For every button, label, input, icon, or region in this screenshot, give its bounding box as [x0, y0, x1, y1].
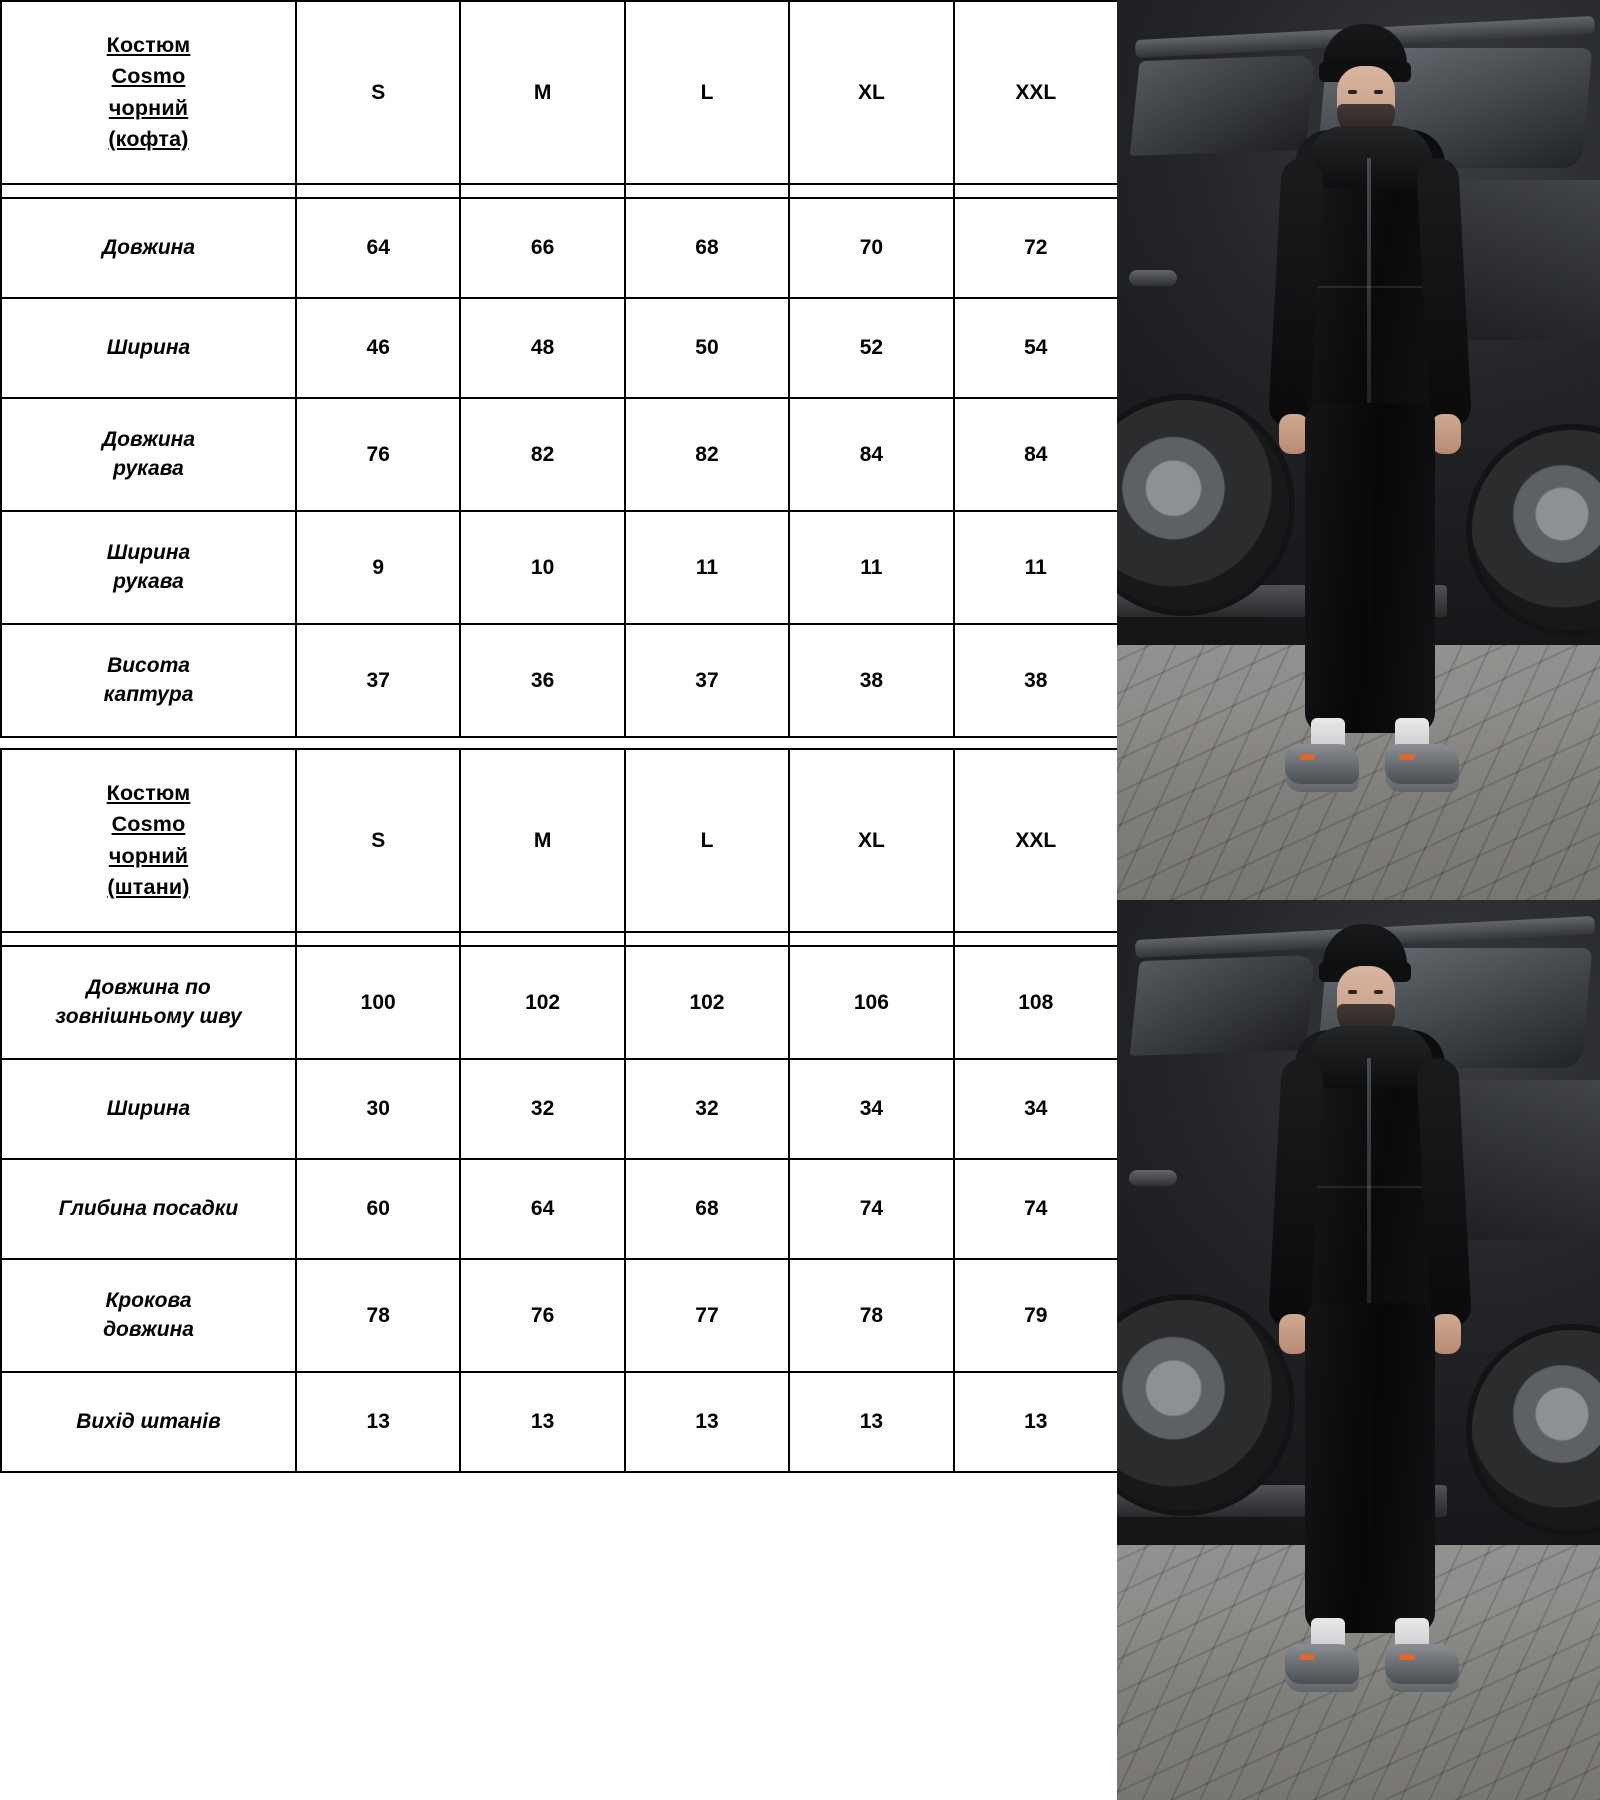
measure-label — [1, 624, 296, 737]
model-eye — [1348, 90, 1357, 94]
sneaker — [1385, 744, 1459, 792]
measure-value: 82 — [460, 398, 624, 511]
measure-value: 52 — [789, 298, 953, 398]
measure-label — [1, 1372, 296, 1472]
measure-label-line: Глибина посадки — [58, 1196, 239, 1220]
measure-value: 72 — [954, 198, 1118, 298]
measure-value: 13 — [625, 1372, 789, 1472]
measure-value: 11 — [789, 511, 953, 624]
measure-value: 13 — [789, 1372, 953, 1472]
measure-value: 54 — [954, 298, 1118, 398]
measure-label-line: Довжина — [101, 428, 196, 452]
measure-value: 11 — [954, 511, 1118, 624]
product-title-cell — [1, 1, 296, 184]
measure-value: 84 — [954, 398, 1118, 511]
measure-label-line: Ширина — [106, 335, 191, 359]
size-header-xl: XL — [789, 1, 953, 184]
measure-value: 13 — [296, 1372, 460, 1472]
measure-value: 68 — [625, 1159, 789, 1259]
product-photo-bottom — [1117, 900, 1600, 1800]
measure-value: 34 — [789, 1059, 953, 1159]
measure-value: 108 — [954, 946, 1118, 1059]
table-spacer-row — [1, 932, 1118, 946]
hoodie-zipper — [1367, 1058, 1371, 1308]
measure-value: 37 — [625, 624, 789, 737]
product-title-line: (кофта) — [108, 126, 189, 151]
table-row — [1, 198, 1118, 298]
measure-value: 32 — [625, 1059, 789, 1159]
measure-label-line: Крокова — [105, 1289, 192, 1313]
measure-value: 82 — [625, 398, 789, 511]
size-header-xxl: XXL — [954, 1, 1118, 184]
model-eye — [1348, 990, 1357, 994]
product-title-line: Cosmo — [111, 812, 186, 837]
measure-label-line: Ширина — [106, 541, 191, 565]
table-row — [1, 511, 1118, 624]
sneaker — [1285, 1644, 1359, 1692]
photos-column — [1117, 0, 1600, 1800]
measure-label-line: рукава — [113, 456, 184, 480]
measure-label — [1, 1059, 296, 1159]
measure-value: 76 — [460, 1259, 624, 1372]
table-spacer-row — [1, 184, 1118, 198]
car-door-handle — [1129, 270, 1177, 286]
measure-label-line: Висота — [107, 654, 190, 678]
measure-label — [1, 1159, 296, 1259]
measure-value: 60 — [296, 1159, 460, 1259]
measure-label — [1, 198, 296, 298]
measure-value: 11 — [625, 511, 789, 624]
table-row — [1, 398, 1118, 511]
measure-label-line: Довжина — [101, 235, 196, 259]
product-title-line: чорний — [108, 843, 189, 868]
joggers-seam — [1368, 488, 1372, 733]
size-header-xl: XL — [789, 749, 953, 932]
joggers-seam — [1368, 1388, 1372, 1633]
measure-value: 9 — [296, 511, 460, 624]
measure-value: 78 — [296, 1259, 460, 1372]
product-title-line: Cosmo — [111, 64, 186, 89]
model-eye — [1374, 990, 1383, 994]
measure-value: 34 — [954, 1059, 1118, 1159]
table-row — [1, 1372, 1118, 1472]
sneaker — [1385, 1644, 1459, 1692]
measure-value: 68 — [625, 198, 789, 298]
size-table-pants — [0, 748, 1119, 1473]
measure-value: 66 — [460, 198, 624, 298]
model-figure — [1245, 918, 1495, 1778]
measure-value: 64 — [296, 198, 460, 298]
size-header-l: L — [625, 749, 789, 932]
model-figure — [1245, 18, 1495, 878]
measure-value: 38 — [954, 624, 1118, 737]
table-row — [1, 298, 1118, 398]
size-header-xxl: XXL — [954, 749, 1118, 932]
measure-value: 37 — [296, 624, 460, 737]
measure-label — [1, 298, 296, 398]
measure-value: 84 — [789, 398, 953, 511]
measure-label — [1, 511, 296, 624]
size-header-m: M — [460, 1, 624, 184]
size-header-l: L — [625, 1, 789, 184]
measure-label — [1, 1259, 296, 1372]
size-header-s: S — [296, 1, 460, 184]
measure-value: 102 — [460, 946, 624, 1059]
product-title-line: Костюм — [106, 33, 191, 58]
measure-value: 64 — [460, 1159, 624, 1259]
table-header-row — [1, 1, 1118, 184]
measure-label — [1, 398, 296, 511]
car-door-handle — [1129, 1170, 1177, 1186]
measure-label-line: зовнішньому шву — [55, 1004, 242, 1028]
table-row — [1, 946, 1118, 1059]
measure-label-line: Довжина по — [86, 976, 211, 1000]
hoodie-pocket — [1311, 1186, 1429, 1236]
table-header-row — [1, 749, 1118, 932]
measure-value: 48 — [460, 298, 624, 398]
hoodie-zipper — [1367, 158, 1371, 408]
measure-label-line: рукава — [113, 569, 184, 593]
table-row — [1, 624, 1118, 737]
measure-value: 36 — [460, 624, 624, 737]
measure-value: 46 — [296, 298, 460, 398]
measure-label-line: Ширина — [106, 1096, 191, 1120]
measure-value: 13 — [460, 1372, 624, 1472]
model-hand — [1431, 1314, 1461, 1354]
table-row — [1, 1059, 1118, 1159]
model-eye — [1374, 90, 1383, 94]
measure-value: 74 — [954, 1159, 1118, 1259]
measure-value: 78 — [789, 1259, 953, 1372]
sneaker — [1285, 744, 1359, 792]
sneaker-accent — [1299, 754, 1315, 760]
size-header-m: M — [460, 749, 624, 932]
product-title-cell — [1, 749, 296, 932]
measure-value: 50 — [625, 298, 789, 398]
measure-value: 70 — [789, 198, 953, 298]
product-photo-top — [1117, 0, 1600, 900]
tables-gap — [0, 738, 1117, 748]
measure-value: 32 — [460, 1059, 624, 1159]
measure-value: 30 — [296, 1059, 460, 1159]
measure-value: 79 — [954, 1259, 1118, 1372]
sneaker-accent — [1299, 1654, 1315, 1660]
measure-value: 74 — [789, 1159, 953, 1259]
hoodie-pocket — [1311, 286, 1429, 336]
measure-value: 100 — [296, 946, 460, 1059]
product-title-line: чорний — [108, 95, 189, 120]
measure-value: 13 — [954, 1372, 1118, 1472]
sneaker-accent — [1399, 754, 1415, 760]
table-row — [1, 1159, 1118, 1259]
measure-value: 10 — [460, 511, 624, 624]
measure-label — [1, 946, 296, 1059]
measure-value: 106 — [789, 946, 953, 1059]
sneaker-accent — [1399, 1654, 1415, 1660]
measure-value: 76 — [296, 398, 460, 511]
product-title-line: Костюм — [106, 781, 191, 806]
measure-label-line: Вихід штанів — [76, 1409, 221, 1433]
table-row — [1, 1259, 1118, 1372]
model-hand — [1431, 414, 1461, 454]
measure-value: 38 — [789, 624, 953, 737]
product-title-line: (штани) — [107, 874, 190, 899]
size-table-jacket — [0, 0, 1119, 738]
size-header-s: S — [296, 749, 460, 932]
measure-value: 102 — [625, 946, 789, 1059]
measure-label-line: довжина — [103, 1317, 194, 1341]
measure-label-line: каптура — [103, 682, 194, 706]
measure-value: 77 — [625, 1259, 789, 1372]
